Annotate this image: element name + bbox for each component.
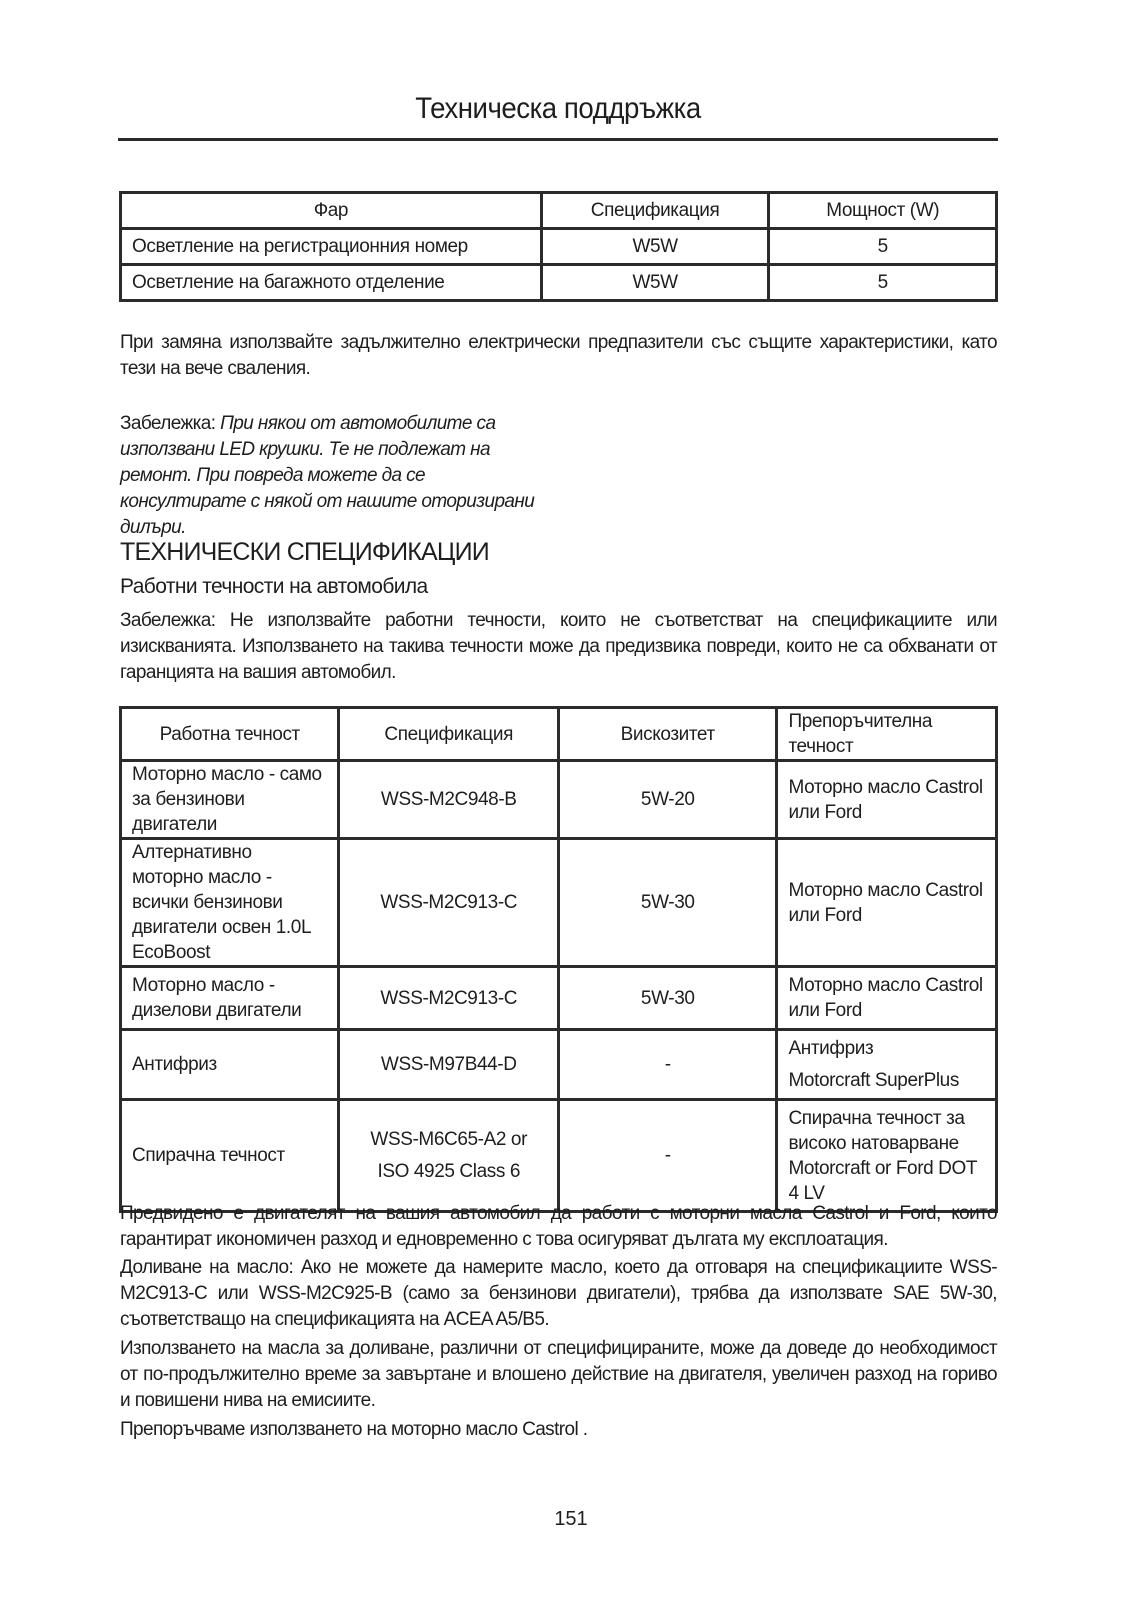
- spec-cell: [339, 1100, 559, 1212]
- spec-cell: WSS-M2C948-B: [339, 761, 559, 839]
- fluid-cell: Антифриз: [121, 1030, 339, 1100]
- fluids-note: Забележка: Не използвайте работни течности, които не съответстват на спецификациите или изискванията. Използването на такива течности може да предизвика повреди, които не са обхванати от гаранцията на вашия автомобил.: [120, 610, 997, 683]
- recommended-cell: [777, 1030, 997, 1100]
- led-note-label: Забележка:: [120, 413, 216, 434]
- bulb-power-cell: 5: [769, 265, 997, 301]
- recommended-line: Motorcraft SuperPlus: [788, 1069, 959, 1091]
- column-header: Вискозитет: [558, 708, 776, 761]
- spec-line: ISO 4925 Class 6: [377, 1160, 520, 1182]
- spec-cell: WSS-M97B44-D: [339, 1030, 559, 1100]
- table-row: [121, 1030, 997, 1100]
- paragraph: Предвидено е двигателят на вашия автомобил да работи с моторни масла Castrol и Ford, които гарантират икономичен разход и едновременно с това осигуряват дългата му експлоатация.: [120, 1203, 997, 1250]
- fluid-table: [119, 706, 998, 1213]
- recommended-cell: Спирачна течност за високо натоварване Motorcraft or Ford DOT 4 LV: [777, 1100, 997, 1212]
- table-header-row: [121, 708, 997, 761]
- table-row: [121, 967, 997, 1030]
- table-row: [121, 1100, 997, 1212]
- recommended-cell: Моторно масло Castrol или Ford: [777, 967, 997, 1030]
- spec-line: WSS-M6C65-A2 or: [370, 1128, 528, 1150]
- recommended-cell: Моторно масло Castrol или Ford: [777, 839, 997, 967]
- table-row: [121, 839, 997, 967]
- led-note-text: При някои от автомобилите са използвани LED крушки. Те не подлежат на ремонт. При повреда можете да се консултирате с някой от нашите оторизирани дилъри.: [120, 413, 535, 538]
- fluid-cell: Моторно масло - дизелови двигатели: [121, 967, 339, 1030]
- paragraph: Използването на масла за доливане, различни от специфицираните, може да доведе до необходимост от по-продължително време за завъртане и влошено действие на двигателя, увеличен разход на гориво и повишени нива на емисиите.: [120, 1338, 997, 1411]
- bulb-name-cell: Осветление на регистрационния номер: [121, 229, 542, 265]
- bulb-spec-cell: W5W: [541, 229, 769, 265]
- paragraph: Доливане на масло: Ако не можете да намерите масло, което да отговаря на спецификациите WSS-M2C913-C или WSS-M2C925-B (само за бензинови двигатели), трябва да използвате SAE 5W-30, съответстващо на спецификацията на ACEA A5/B5.: [120, 1257, 997, 1330]
- viscosity-cell: -: [558, 1030, 776, 1100]
- bulb-spec-cell: W5W: [541, 265, 769, 301]
- table-header-row: [121, 193, 997, 229]
- viscosity-cell: -: [558, 1100, 776, 1212]
- fluid-cell: Моторно масло - само за бензинови двигатели: [121, 761, 339, 839]
- bulb-table: [119, 191, 998, 302]
- table-row: [121, 265, 997, 301]
- page-number: 151: [554, 1508, 588, 1530]
- section-subtitle: Работни течности на автомобила: [120, 575, 428, 598]
- viscosity-cell: 5W-30: [558, 967, 776, 1030]
- title-divider: [118, 138, 998, 141]
- viscosity-cell: 5W-30: [558, 839, 776, 967]
- column-header: Спецификация: [339, 708, 559, 761]
- table-row: [121, 761, 997, 839]
- spec-cell: WSS-M2C913-C: [339, 967, 559, 1030]
- recommended-line: Антифриз: [788, 1037, 874, 1059]
- spec-cell: WSS-M2C913-C: [339, 839, 559, 967]
- viscosity-cell: 5W-20: [558, 761, 776, 839]
- bulb-power-cell: 5: [769, 229, 997, 265]
- fuse-note: При замяна използвайте задължително електрически предпазители със същите характеристики, като тези на вече сваления.: [120, 332, 997, 379]
- column-header: Спецификация: [541, 193, 769, 229]
- column-header: Работна течност: [121, 708, 339, 761]
- led-note: [120, 411, 550, 541]
- column-header: Препоръчителна течност: [777, 708, 997, 761]
- recommended-cell: Моторно масло Castrol или Ford: [777, 761, 997, 839]
- fluid-cell: Алтернативно моторно масло - всички бензинови двигатели освен 1.0L EcoBoost: [121, 839, 339, 967]
- table-row: [121, 229, 997, 265]
- column-header: Мощност (W): [769, 193, 997, 229]
- fluid-cell: Спирачна течност: [121, 1100, 339, 1212]
- column-header: Фар: [121, 193, 542, 229]
- section-title: ТЕХНИЧЕСКИ СПЕЦИФИКАЦИИ: [120, 538, 489, 566]
- bulb-name-cell: Осветление на багажното отделение: [121, 265, 542, 301]
- page-title: Техническа поддръжка: [415, 92, 701, 125]
- paragraph: Препоръчваме използването на моторно масло Castrol .: [120, 1419, 588, 1440]
